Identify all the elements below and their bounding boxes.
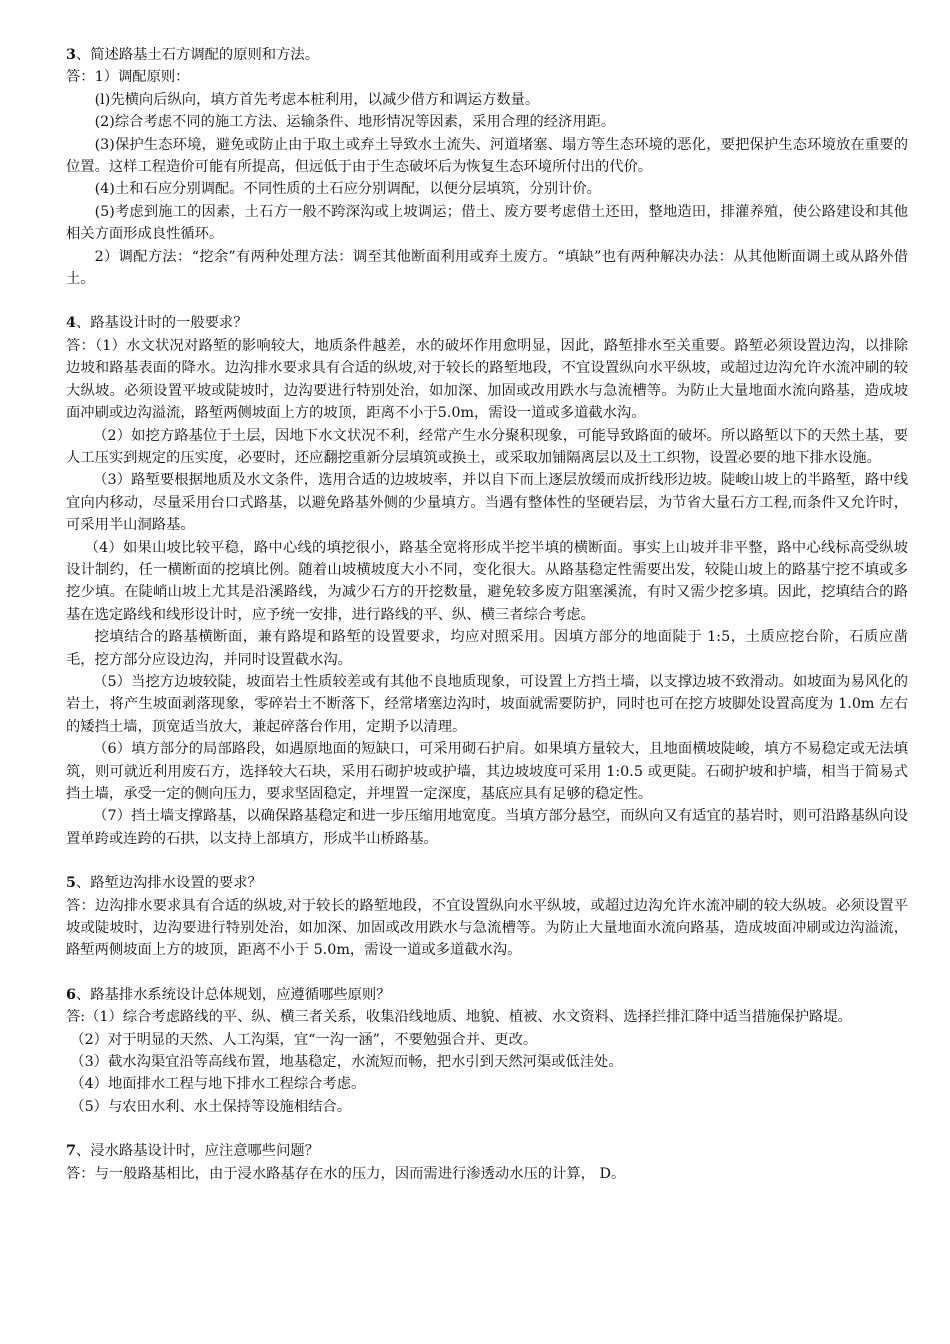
question-section-4 xyxy=(66,312,908,850)
question-number: 4 xyxy=(66,315,76,332)
answer-item: （4）地面排水工程与地下排水工程综合考虑。 xyxy=(70,1076,366,1093)
answer-item: (4)土和石应分别调配。不同性质的土石应分别调配，以便分层填筑，分别计价。 xyxy=(94,181,601,198)
answer-paragraph: 答:（1）综合考虑路线的平、纵、横三者关系，收集沿线地质、地貌、植被、水文资料、选择拦排汇降中适当措施保护路堤。 xyxy=(66,1009,852,1026)
answer-item: 2）调配方法：“挖余”有两种处理方法：调至其他断面利用或弃土废方。“填缺”也有两种解决办法：从其他断面调土或从路外借土。 xyxy=(66,248,908,288)
question-section-7 xyxy=(66,1140,908,1185)
question-heading xyxy=(66,44,908,66)
answer-item: (2)综合考虑不同的施工方法、运输条件、地形情况等因素，采用合理的经济用距。 xyxy=(94,114,616,131)
answer-item: 挖填结合的路基横断面，兼有路堤和路堑的设置要求，均应对照采用。因填方部分的地面陡于 1:5，土质应挖台阶，石质应凿毛，挖方部分应设边沟，并同时设置截水沟。 xyxy=(66,629,908,668)
question-number: 3 xyxy=(66,47,76,63)
answer-item: (3)保护生态环境，避免或防止由于取土或弃土导致水土流失、河道堵塞、塌方等生态环境的恶化，要把保护生态环境放在重要的位置。这样工程造价可能有所提高，但远低于由于生态破坏后为恢复生态环境所付出的代价。 xyxy=(66,136,908,176)
answer-item: （3）截水沟渠宜沿等高线布置，地基稳定，水流短而畅，把水引到天然河渠或低洼处。 xyxy=(70,1054,623,1071)
question-section-3 xyxy=(66,44,908,290)
answer-item: （2）对于明显的天然、人工沟渠，宜“一沟一涵”，不要勉强合并、更改。 xyxy=(70,1031,538,1048)
question-heading xyxy=(66,1140,908,1162)
answer-item: （7）挡土墙支撑路基，以确保路基稳定和进一步压缩用地宽度。当填方部分悬空，而纵向又有适宜的基岩时，则可沿路基纵向设置单跨或连跨的石拱，以支持上部填方，形成半山桥路基。 xyxy=(66,808,908,847)
answer-paragraph: 答：边沟排水要求具有合适的纵坡,对于较长的路堑地段，不宜设置纵向水平纵坡，或超过边沟允许水流冲刷的较大纵坡。必须设置平坡或陡坡时，边沟要进行特别处治，如加深、加固或改用跌水与急流槽等。为防止大量地面水流向路基，造成坡面冲刷或边沟溢流，路堑两侧坡面上方的坡顶，距离不小于 5.0m，需设一道或多道截水沟。 xyxy=(66,897,908,959)
question-heading xyxy=(66,984,908,1006)
question-number: 5 xyxy=(66,875,76,892)
answer-item: (l)先横向后纵向，填方首先考虑本桩利用，以减少借方和调运方数量。 xyxy=(94,91,540,108)
answer-item: （4）如果山坡比较平稳，路中心线的填挖很小，路基全宽将形成半挖半填的横断面。事实上山坡并非平整，路中心线标高受纵坡设计制约，任一横断面的挖填比例。随着山坡横坡度大小不同，变化很大。从路基稳定性需要出发，较陡山坡上的路基宁挖不填或多挖少填。在陡峭山坡上尤其是沿溪路线，为减少石方的开挖数量，避免较多废方阻塞溪流，有时又需少挖多填。因此，挖填结合的路基在选定路线和线形设计时，应予统一安排，进行路线的平、纵、横三者综合考虑。 xyxy=(66,539,908,623)
question-number: 6 xyxy=(66,986,76,1003)
question-section-5 xyxy=(66,872,908,962)
answer-item: （3）路堑要根据地质及水文条件，选用合适的边坡坡率，并以自下而上逐层放缓而成折线形边坡。陡峻山坡上的半路堑，路中线宜向内移动，尽量采用台口式路基，以避免路基外侧的少量填方。当遇有整体性的坚硬岩层，为节省大量石方工程,而条件又允许时，可采用半山洞路基。 xyxy=(66,472,908,534)
answer-item: （5）当挖方边坡较陡，坡面岩土性质较差或有其他不良地质现象，可设置上方挡土墙，以支撑边坡不致滑动。如坡面为易风化的岩土，将产生坡面剥落现象，零碎岩土不断落下，经常堵塞边沟时，坡面就需要防护，同时也可在挖方坡脚处设置高度为 1.0m 左右的矮挡土墙，顶宽适当放大，兼起碎落台作用，定期予以清理。 xyxy=(66,673,908,735)
answer-item: （5）与农田水利、水土保持等设施相结合。 xyxy=(70,1098,352,1115)
question-text: 、浸水路基设计时，应注意哪些问题？ xyxy=(75,1143,319,1160)
answer-paragraph: 答：与一般路基相比，由于浸水路基存在水的压力，因而需进行渗透动水压的计算， D。 xyxy=(66,1165,626,1182)
question-heading xyxy=(66,312,908,334)
answer-item: (5)考虑到施工的因素，土石方一般不跨深沟或上坡调运；借土、废方要考虑借土还田，整地造田，排灌养殖，使公路建设和其他相关方面形成良性循环。 xyxy=(66,203,908,243)
question-heading xyxy=(66,872,908,894)
answer-paragraph: 答：1）调配原则： xyxy=(66,69,190,86)
question-section-6 xyxy=(66,984,908,1118)
question-text: 、路堑边沟排水设置的要求？ xyxy=(75,875,262,892)
question-text: 、简述路基土石方调配的原则和方法。 xyxy=(75,47,319,63)
answer-paragraph: 答：（1）水文状况对路堑的影响较大，地质条件越差，水的破坏作用愈明显，因此，路堑排水至关重要。路堑必须设置边沟，以排除边坡和路基表面的降水。边沟排水要求具有合适的纵坡,对于较长的路堑地段，不宜设置纵向水平纵坡，或超过边沟允许水流冲刷的较大纵坡。必须设置平坡或陡坡时，边沟要进行特别处治，如加深、加固或改用跌水与急流槽等。为防止大量地面水流向路基，造成坡面冲刷或边沟溢流，路堑两侧坡面上方的坡顶，距离不小于5.0m，需设一道或多道截水沟。 xyxy=(66,337,908,422)
question-text: 、路基排水系统设计总体规划，应遵循哪些原则？ xyxy=(75,986,391,1003)
answer-item: （2）如挖方路基位于土层，因地下水文状况不利，经常产生水分聚积现象，可能导致路面的破坏。所以路堑以下的天然土基，要人工压实到规定的压实度，必要时，还应翻挖重新分层填筑或换土，或采取加铺隔离层以及土工织物，设置必要的地下排水设施。 xyxy=(66,427,908,466)
answer-item: （6）填方部分的局部路段，如遇原地面的短缺口，可采用砌石护肩。如果填方量较大，且地面横坡陡峻，填方不易稳定或无法填筑，则可就近利用废石方，选择较大石块，采用石砌护坡或护墙，其边坡坡度可采用 1:0.5 或更陡。石砌护坡和护墙，相当于简易式挡土墙，承受一定的侧向压力，要求坚固稳定，并埋置一定深度，基底应具有足够的稳定性。 xyxy=(66,741,908,802)
question-number: 7 xyxy=(66,1143,76,1160)
question-text: 、路基设计时的一般要求？ xyxy=(75,315,248,332)
